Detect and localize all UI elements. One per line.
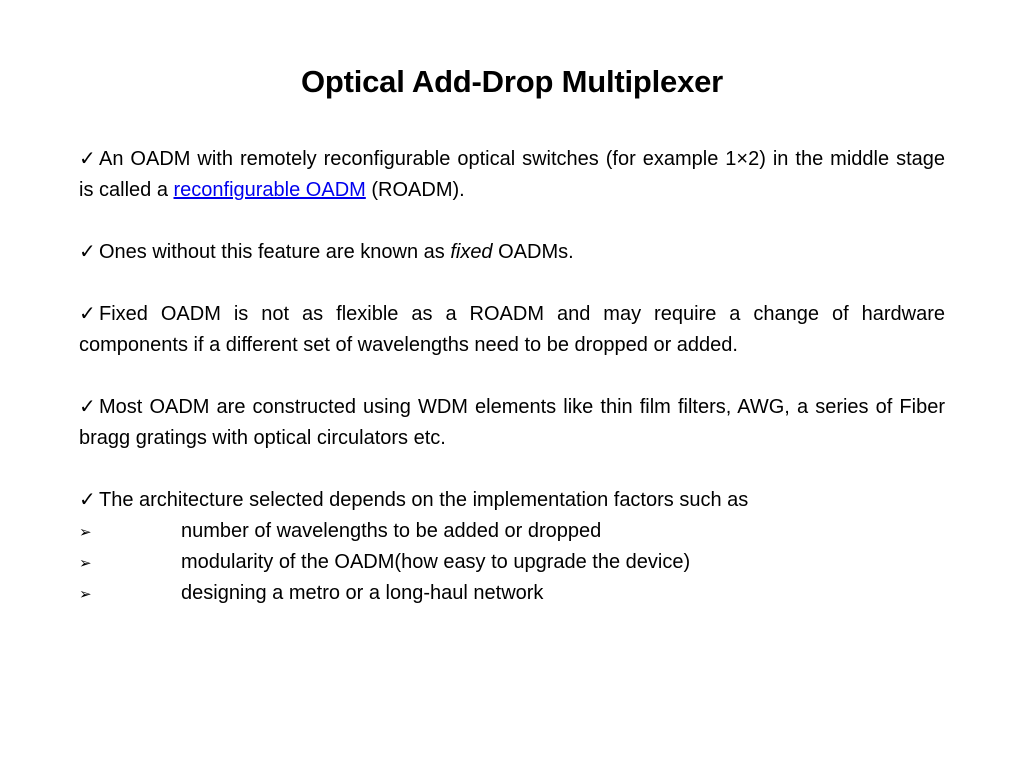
sub-bullet-text: modularity of the OADM(how easy to upgrade the device) <box>181 551 691 573</box>
p1-text-pre: An OADM with remotely reconfigurable optical switches (for example 1×2) in the middle stage is called a <box>79 148 945 201</box>
arrow-bullet-icon: ➢ <box>79 523 92 541</box>
p2-text-pre: Ones without this feature are known as <box>99 241 451 263</box>
sub-bullet-item <box>79 516 945 547</box>
bullet-paragraph-roadm <box>79 143 945 206</box>
p4-text: Most OADM are constructed using WDM elements like thin film filters, AWG, a series of Fiber bragg gratings with optical circulators etc. <box>79 396 945 449</box>
sub-bullet-text: designing a metro or a long-haul network <box>181 582 544 604</box>
sub-bullet-item <box>79 578 945 609</box>
sub-bullet-text: number of wavelengths to be added or dropped <box>181 520 602 542</box>
bullet-paragraph-flexibility <box>79 298 945 361</box>
p5-text: The architecture selected depends on the implementation factors such as <box>99 489 749 511</box>
arrow-bullet-icon: ➢ <box>79 554 92 572</box>
p2-text-post: OADMs. <box>492 241 574 263</box>
check-mark-icon: ✓ <box>79 394 96 418</box>
arrow-bullet-icon: ➢ <box>79 585 92 603</box>
check-mark-icon: ✓ <box>79 239 96 263</box>
check-mark-icon: ✓ <box>79 301 96 325</box>
reconfigurable-oadm-link[interactable]: reconfigurable OADM <box>173 179 366 201</box>
sub-bullet-item <box>79 547 945 578</box>
bullet-paragraph-architecture <box>79 484 945 609</box>
bullet-paragraph-construction <box>79 391 945 454</box>
p3-text: Fixed OADM is not as flexible as a ROADM and may require a change of hardware components if a different set of wavelengths need to be dropped or added. <box>79 303 945 356</box>
p5-heading-line <box>79 484 945 516</box>
check-mark-icon: ✓ <box>79 146 96 170</box>
check-mark-icon: ✓ <box>79 487 96 511</box>
slide-title: Optical Add-Drop Multiplexer <box>300 64 724 99</box>
p1-text-post: (ROADM). <box>365 179 465 201</box>
bullet-paragraph-fixed <box>79 236 945 268</box>
p2-text-emphasis: fixed <box>450 241 493 263</box>
slide-body <box>79 143 945 609</box>
